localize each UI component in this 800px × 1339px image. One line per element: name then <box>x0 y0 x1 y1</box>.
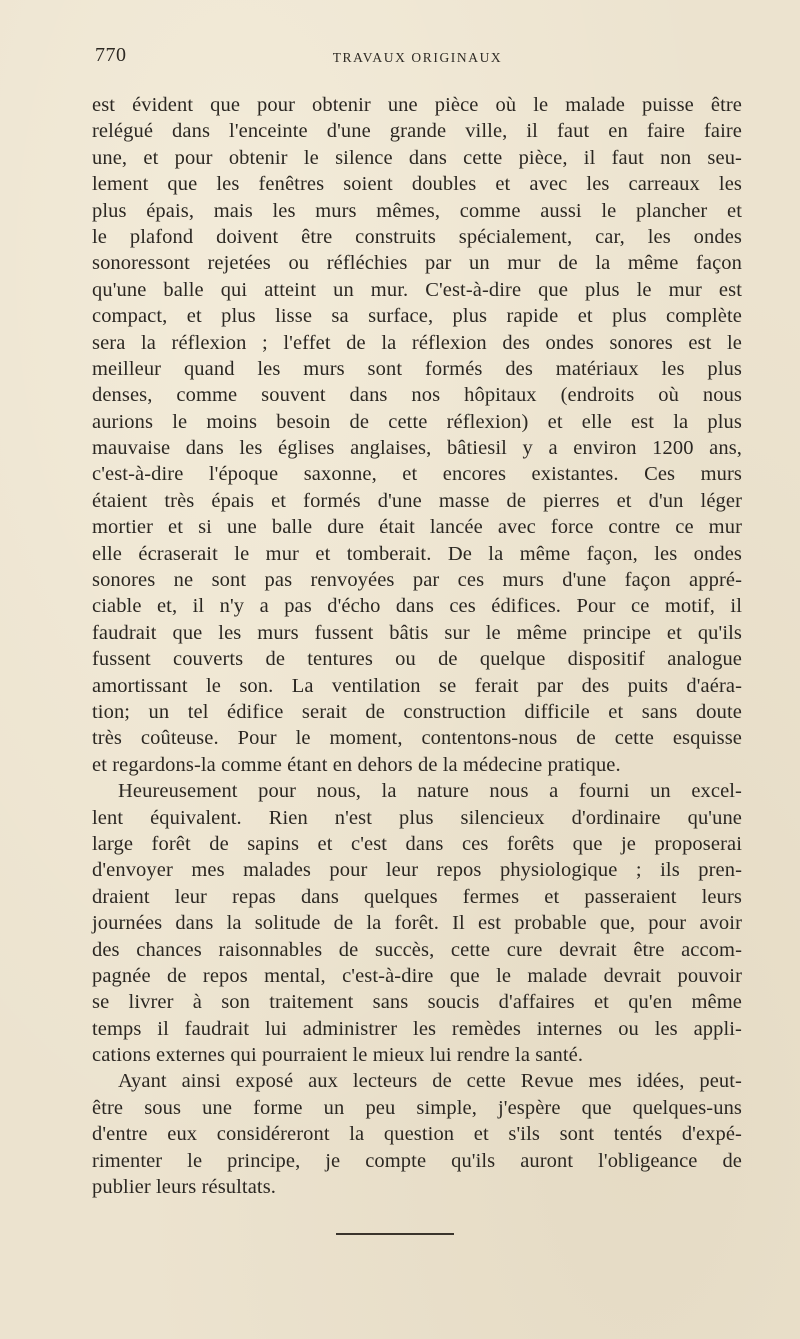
body-line: le plafond doivent être construits spécialement, car, les ondes <box>92 225 742 248</box>
running-title: TRAVAUX ORIGINAUX <box>332 50 503 65</box>
body-line: fussent couverts de tentures ou de quelque dispositif analogue <box>92 648 742 671</box>
body-line: cations externes qui pourraient le mieux lui rendre la santé. <box>92 1044 584 1067</box>
body-line: journées dans la solitude de la forêt. Il est probable que, pour avoir <box>92 912 742 935</box>
body-line: se livrer à son traitement sans soucis d'affaires et qu'en même <box>92 991 742 1014</box>
body-line: faudrait que les murs fussent bâtis sur le même principe et qu'ils <box>92 621 742 644</box>
body-line: qu'une balle qui atteint un mur. C'est-à-dire que plus le mur est <box>92 278 742 301</box>
body-line: relégué dans l'enceinte d'une grande ville, il faut en faire faire <box>92 120 742 143</box>
body-line: sonoressont rejetées ou réfléchies par un mur de la même façon <box>92 252 742 275</box>
body-line: d'envoyer mes malades pour leur repos physiologique ; ils pren- <box>92 859 742 882</box>
body-line: une, et pour obtenir le silence dans cette pièce, il faut non seu- <box>92 146 742 169</box>
body-line: d'entre eux considéreront la question et s'ils sont tentés d'expé- <box>92 1123 742 1146</box>
body-line: sera la réflexion ; l'effet de la réflexion des ondes sonores est le <box>92 331 742 354</box>
article-body <box>92 92 742 1200</box>
body-line: Ayant ainsi exposé aux lecteurs de cette Revue mes idées, peut- <box>118 1070 742 1093</box>
body-line: être sous une forme un peu simple, j'espère que quelques-uns <box>92 1096 742 1119</box>
body-line: temps il faudrait lui administrer les remèdes internes ou les appli- <box>92 1017 742 1040</box>
body-line: des chances raisonnables de succès, cette cure devrait être accom- <box>92 938 742 961</box>
body-line: mauvaise dans les églises anglaises, bâtiesil y a environ 1200 ans, <box>92 437 742 460</box>
body-line: et regardons-la comme étant en dehors de la médecine pratique. <box>92 753 621 776</box>
body-line: Heureusement pour nous, la nature nous a fourni un excel- <box>118 780 742 803</box>
page-number: 770 <box>95 44 127 66</box>
page-header <box>95 44 740 76</box>
body-line: elle écraserait le mur et tomberait. De la même façon, les ondes <box>92 542 742 565</box>
body-line: draient leur repas dans quelques fermes et passeraient leurs <box>92 885 742 908</box>
body-line: ciable et, il n'y a pas d'écho dans ces édifices. Pour ce motif, il <box>92 595 742 618</box>
body-line: lement que les fenêtres soient doubles et avec les carreaux les <box>92 173 742 196</box>
body-line: denses, comme souvent dans nos hôpitaux (endroits où nous <box>92 384 742 407</box>
body-line: publier leurs résultats. <box>92 1176 277 1199</box>
body-line: mortier et si une balle dure était lancée avec force contre ce mur <box>92 516 742 539</box>
body-line: pagnée de repos mental, c'est-à-dire que le malade devrait pouvoir <box>92 964 742 987</box>
body-line: très coûteuse. Pour le moment, contentons-nous de cette esquisse <box>92 727 742 750</box>
body-line: meilleur quand les murs sont formés des matériaux les plus <box>92 357 742 380</box>
body-line: c'est-à-dire l'époque saxonne, et encores existantes. Ces murs <box>92 463 742 486</box>
body-line: large forêt de sapins et c'est dans ces forêts que je proposerai <box>92 832 742 855</box>
body-line: compact, et plus lisse sa surface, plus rapide et plus complète <box>92 305 742 328</box>
body-line: est évident que pour obtenir une pièce où le malade puisse être <box>92 94 742 116</box>
body-line: sonores ne sont pas renvoyées par ces murs d'une façon appré- <box>92 569 742 592</box>
body-line: amortissant le son. La ventilation se ferait par des puits d'aéra- <box>92 674 742 697</box>
body-line: étaient très épais et formés d'une masse de pierres et d'un léger <box>92 489 742 512</box>
body-line: rimenter le principe, je compte qu'ils auront l'obligeance de <box>92 1149 742 1172</box>
body-line: tion; un tel édifice serait de construction difficile et sans doute <box>92 700 742 723</box>
body-line: aurions le moins besoin de cette réflexion) et elle est la plus <box>92 410 742 433</box>
end-rule <box>336 1233 454 1235</box>
body-line: plus épais, mais les murs mêmes, comme aussi le plancher et <box>92 199 742 222</box>
body-line: lent équivalent. Rien n'est plus silencieux d'ordinaire qu'une <box>92 806 742 829</box>
